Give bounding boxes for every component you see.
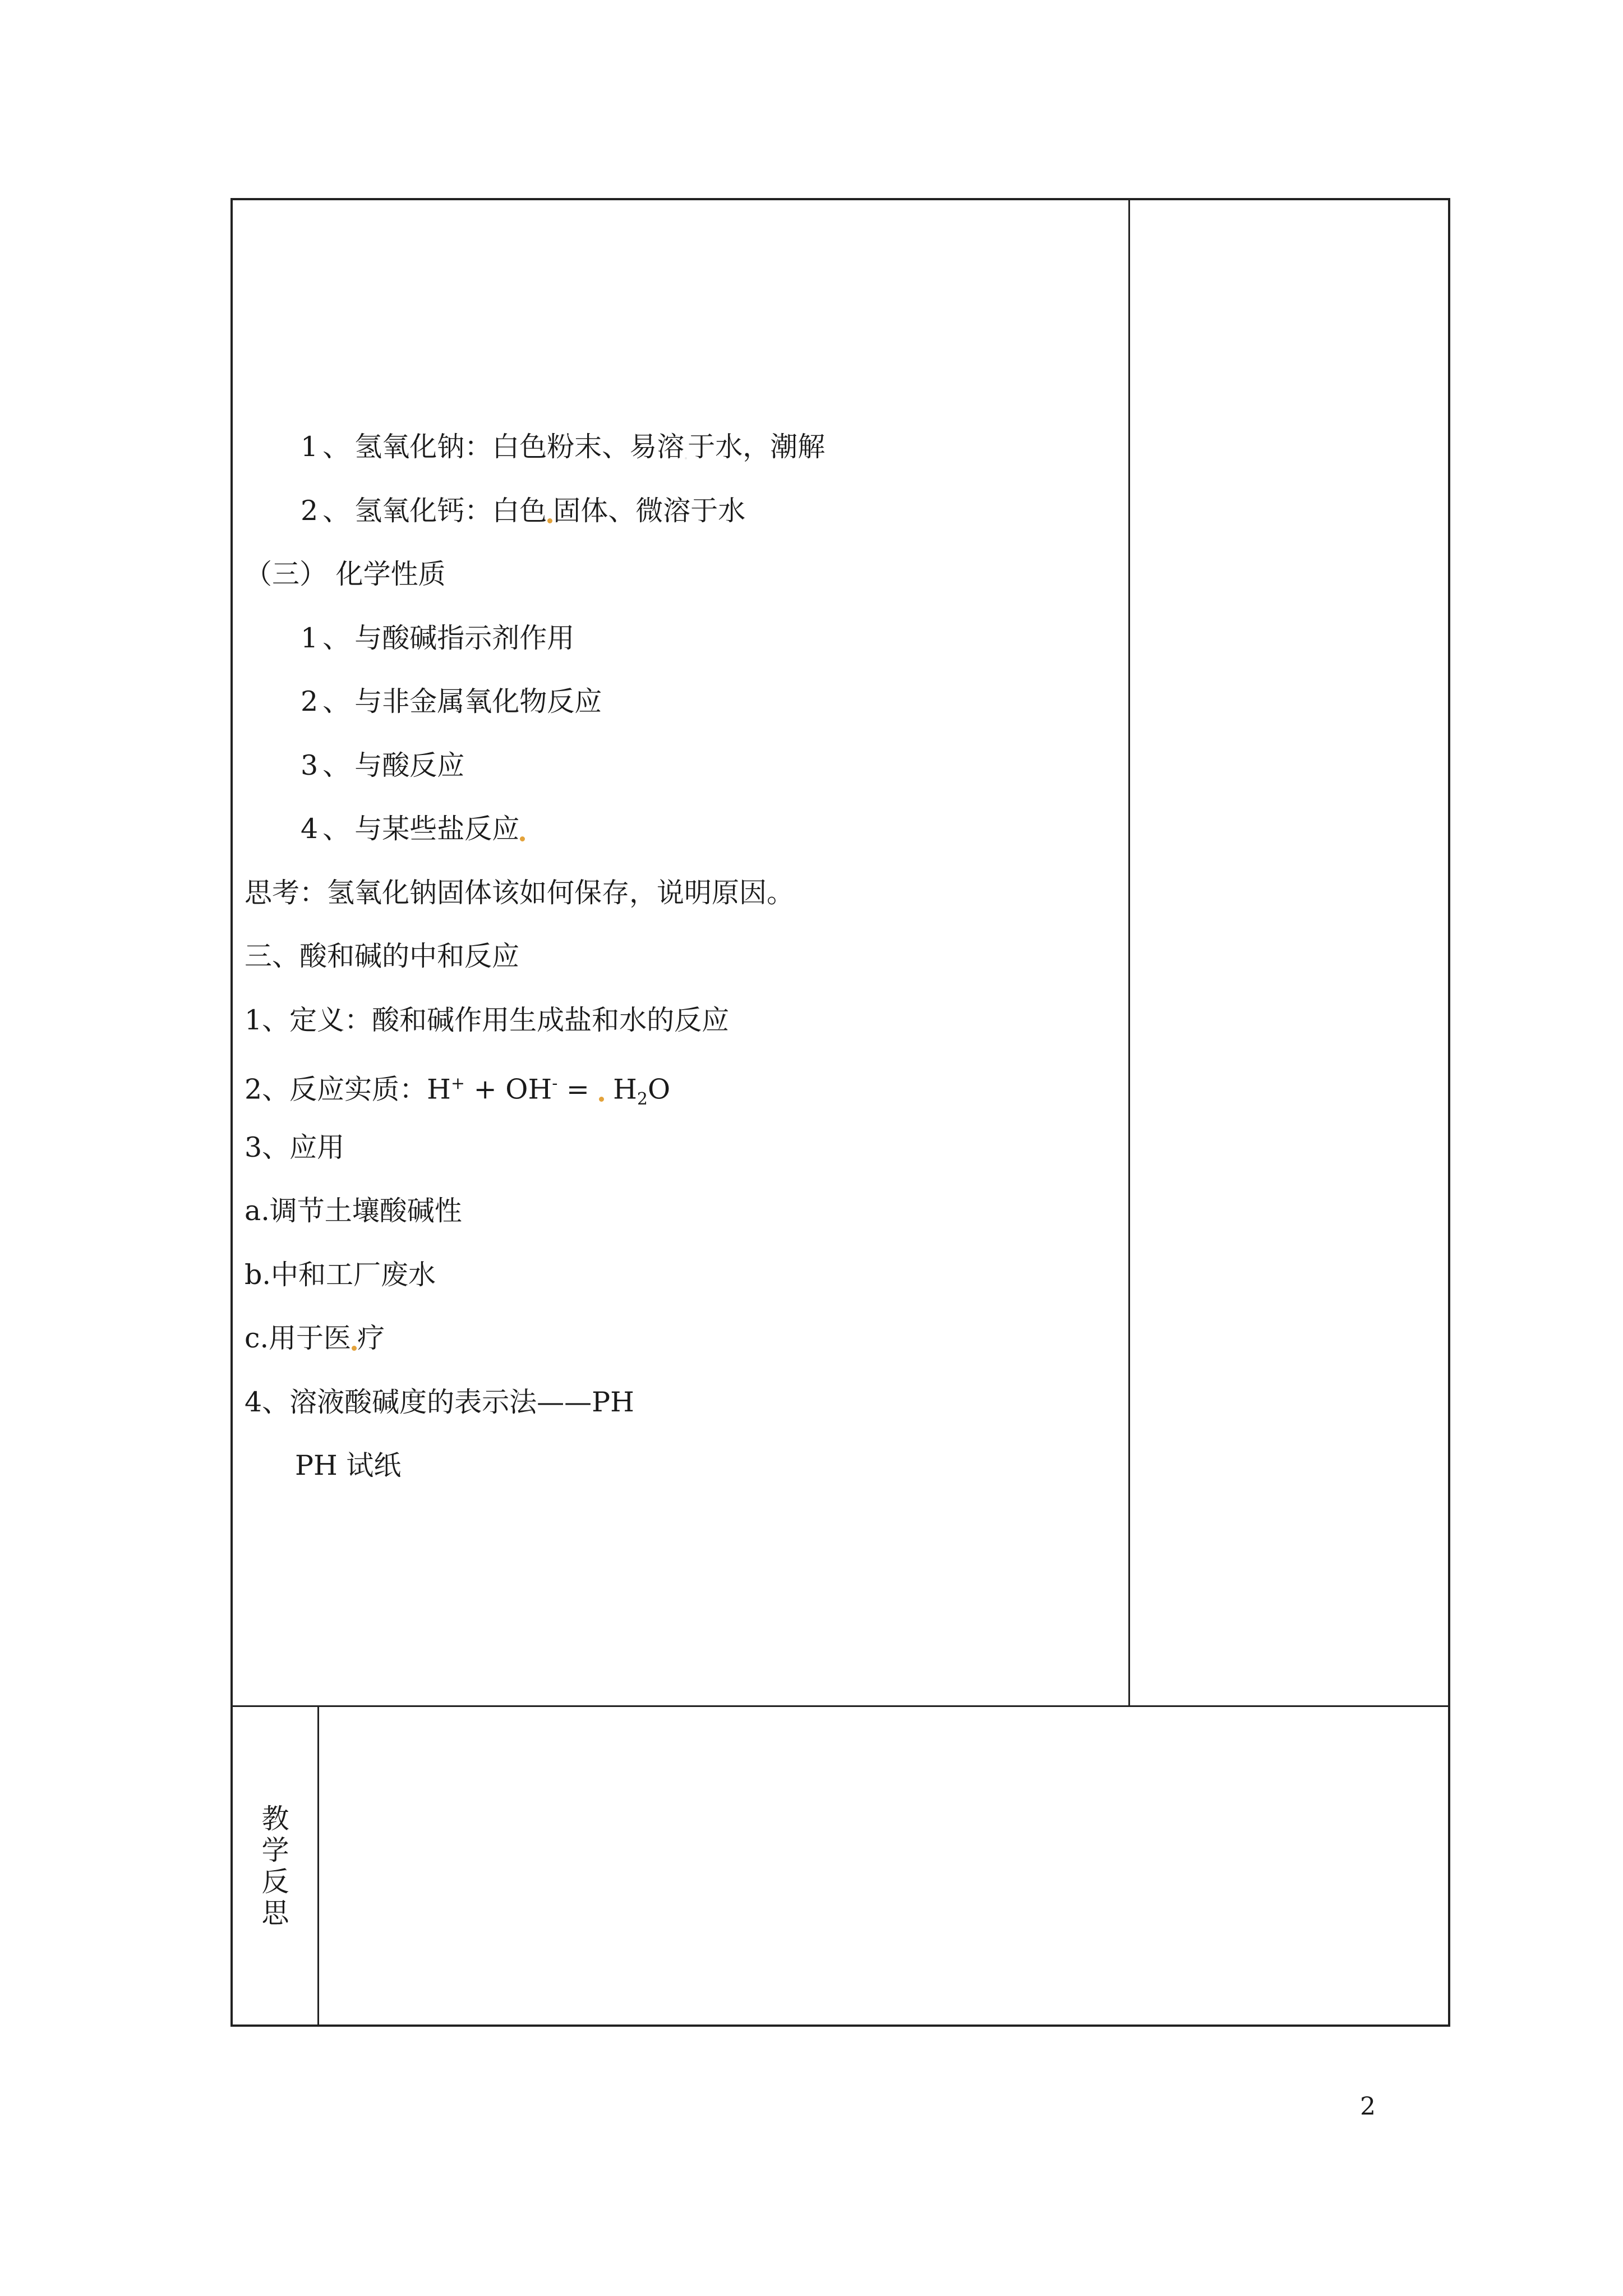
mark-dot — [599, 1097, 604, 1102]
content-line: 2、氢氧化钙：白色 固体、微溶于水 — [301, 494, 746, 527]
content-line: 2、与非金属氧化物反应 — [301, 685, 602, 717]
content-line: c.用于医 疗 — [245, 1322, 385, 1354]
table-divider-horizontal — [230, 1705, 1450, 1707]
content-line: 4、溶液酸碱度的表示法——PH — [245, 1386, 634, 1418]
content-line: 1、与酸碱指示剂作用 — [301, 622, 575, 654]
content-line: 思考：氢氧化钠固体该如何保存，说明原因。 — [245, 876, 795, 909]
reaction-equation: 2、反应实质：$H^+ + OH^- = H_2O$ — [245, 1073, 671, 1110]
mark-dot — [352, 1346, 357, 1351]
mark-dot — [685, 457, 687, 459]
content-line: 1、定义：酸和碱作用生成盐和水的反应 — [245, 1004, 730, 1036]
lesson-content — [245, 415, 1119, 1498]
page-number: 2 — [1360, 2092, 1376, 2121]
section-heading: 三、酸和碱的中和反应 — [245, 940, 520, 972]
mark-dot — [520, 836, 525, 841]
table-divider-vertical — [1128, 198, 1130, 1706]
content-line: 3、与酸反应 — [301, 749, 465, 781]
label-column-divider — [317, 1705, 319, 2027]
content-line: 3、应用 — [245, 1131, 345, 1163]
content-line: PH 试纸 — [295, 1450, 402, 1481]
section-heading: （三） 化学性质 — [245, 558, 446, 590]
content-line: 4、与某些盐反应 — [245, 797, 1119, 861]
teaching-reflection-label: 教 学 反 思 — [261, 1803, 289, 1929]
content-line: b.中和工厂废水 — [245, 1258, 436, 1291]
content-line: a.调节土壤酸碱性 — [245, 1195, 462, 1227]
mark-dot — [547, 518, 552, 523]
content-line: 1、氢氧化钠：白色粉末、易溶 于水，潮解 — [301, 431, 826, 463]
